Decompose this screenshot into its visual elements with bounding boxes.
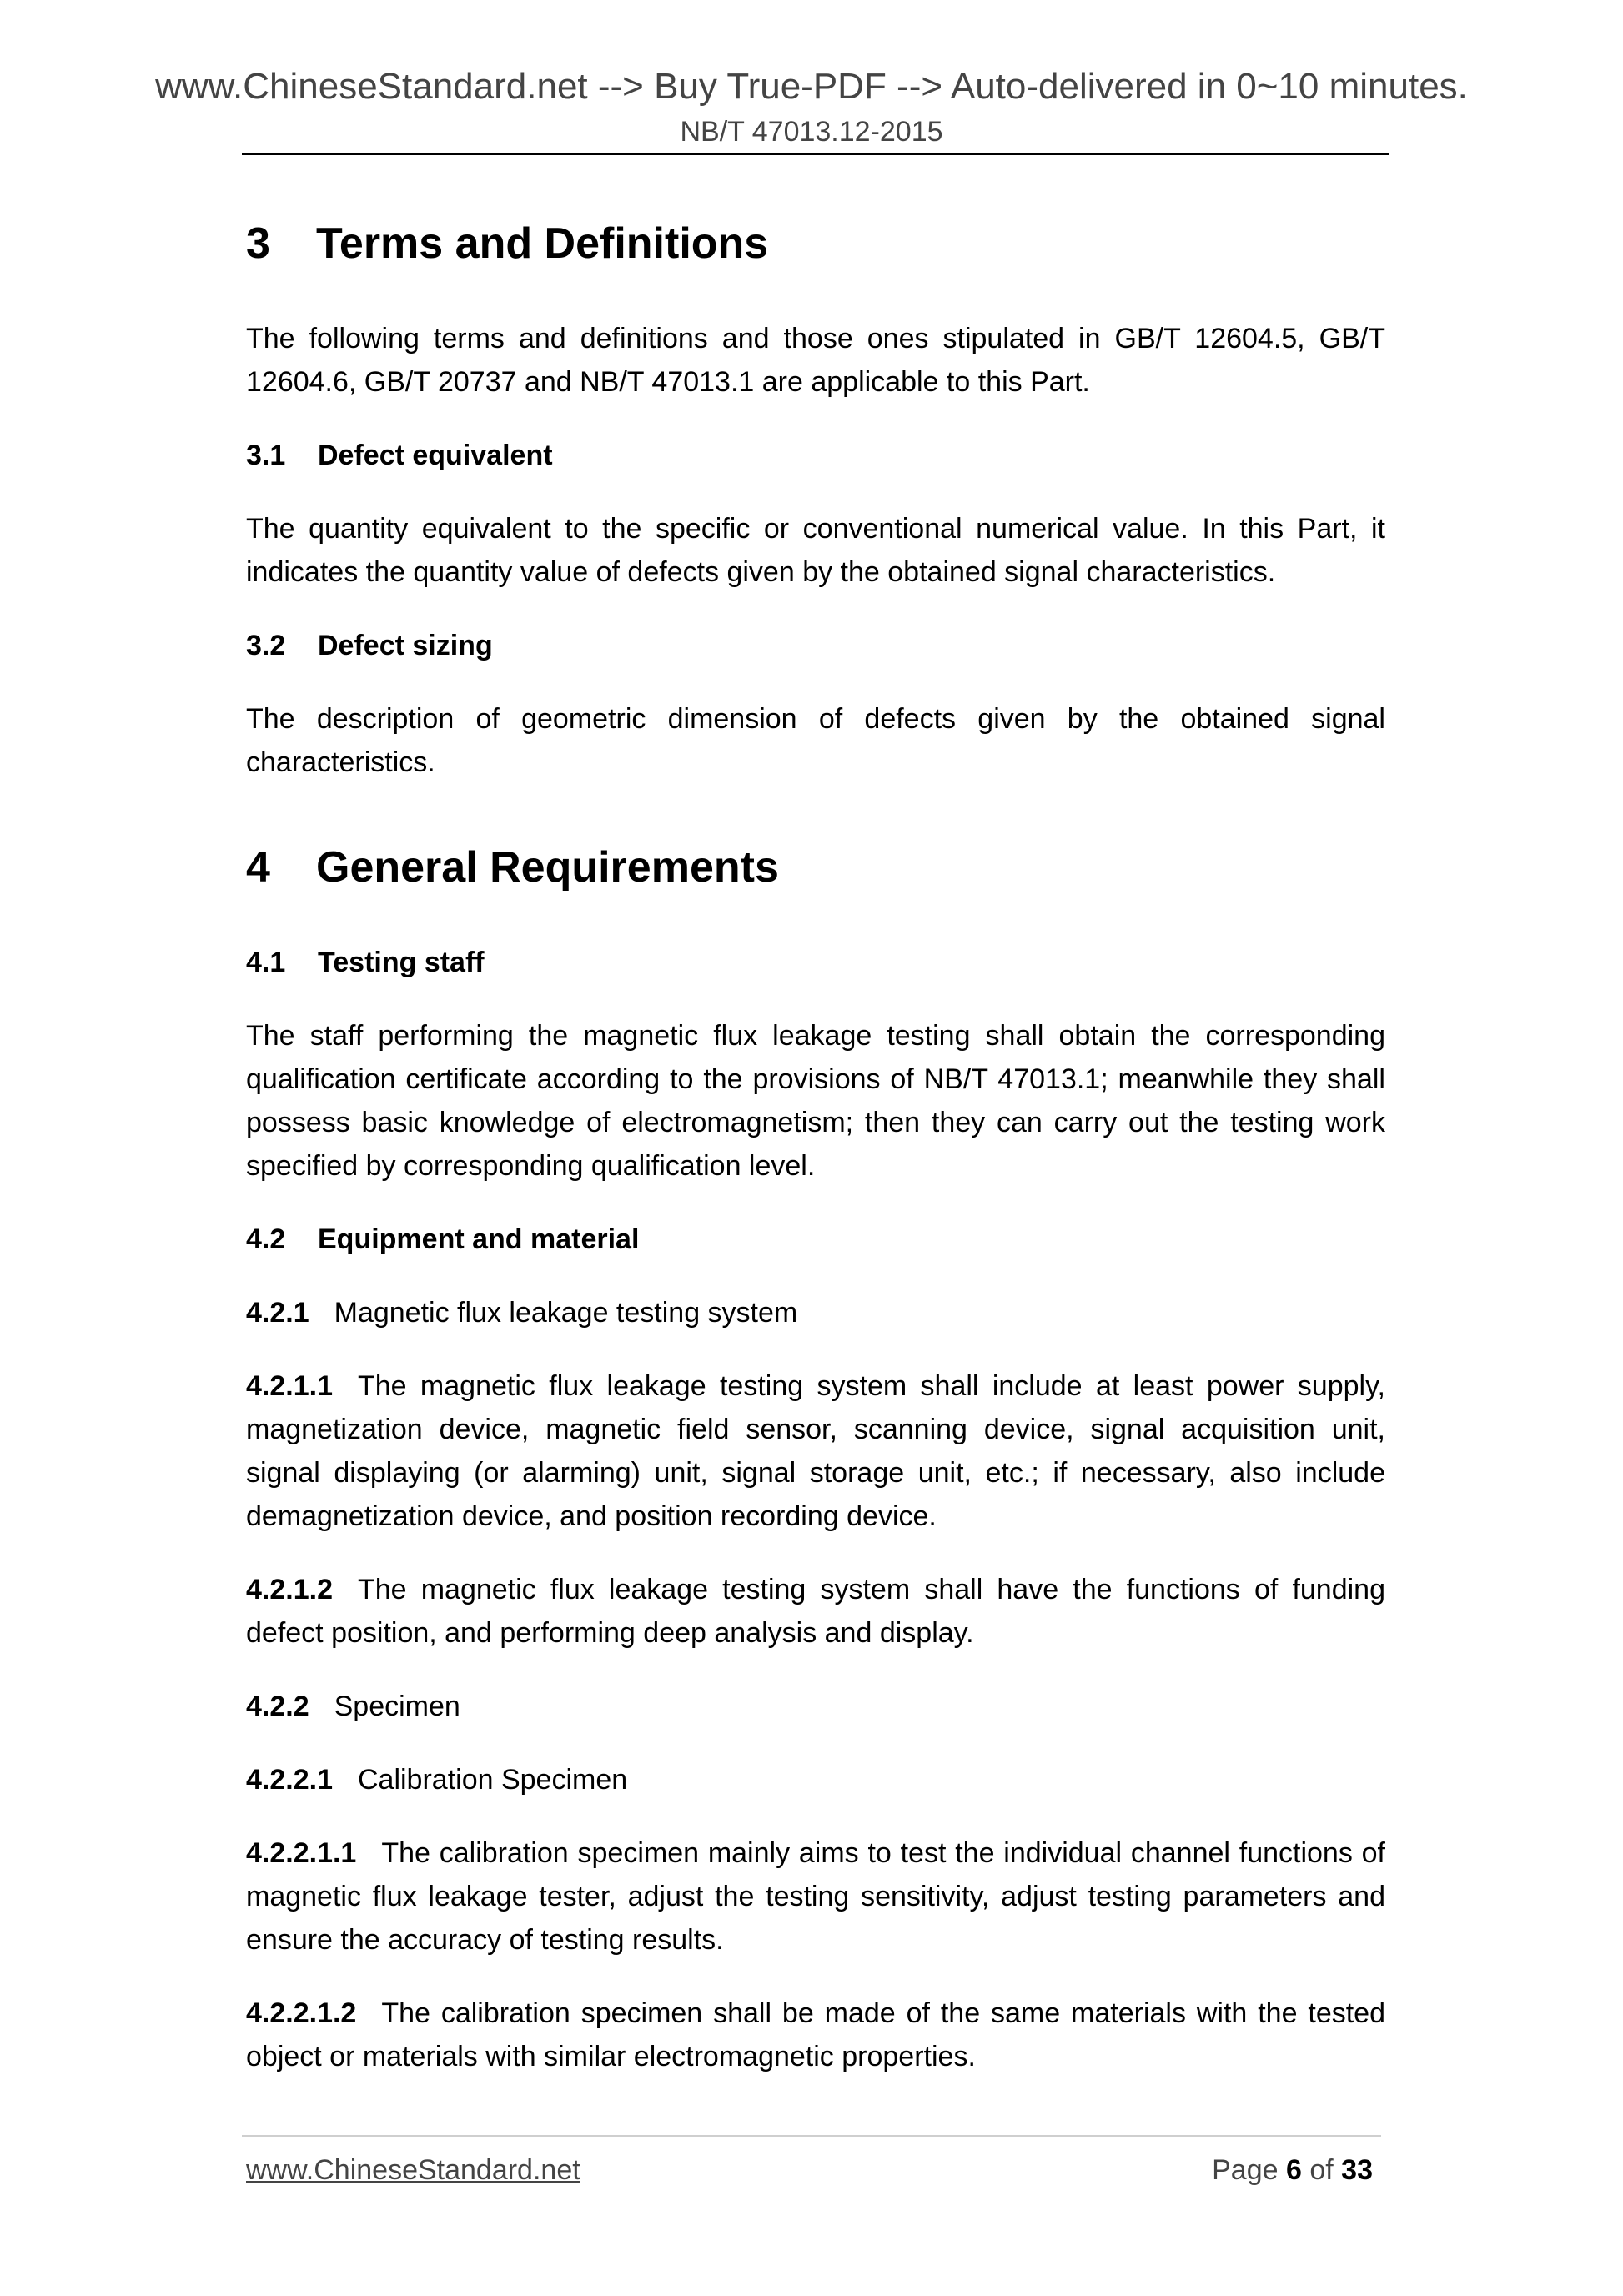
clause-4-2-2-1-1-number: 4.2.2.1.1	[246, 1837, 357, 1869]
clause-4-2-2-1-1-text: The calibration specimen mainly aims to test the individual channel functions of magnetic flux leakage tester, adjust the testing sensitivity, adjust testing parameters and ensure the accuracy of testing results.	[246, 1837, 1385, 1956]
clause-4-2-2-1-heading	[246, 1758, 1385, 1801]
clause-4-2-1-number: 4.2.1	[246, 1297, 309, 1329]
page-of: of	[1309, 2154, 1334, 2186]
clause-4-1-title: Testing staff	[318, 947, 485, 978]
section-4-heading	[246, 841, 1385, 894]
clause-4-2-1-2-number: 4.2.1.2	[246, 1574, 333, 1605]
page-label: Page	[1212, 2154, 1279, 2186]
clause-3-1-heading	[246, 434, 1385, 477]
clause-3-2-text: The description of geometric dimension of defects given by the obtained signal characteristics.	[246, 703, 1385, 778]
clause-4-2-1-title: Magnetic flux leakage testing system	[334, 1297, 798, 1329]
section-3-intro: The following terms and definitions and those ones stipulated in GB/T 12604.5, GB/T 12604.6, GB/T 20737 and NB/T 47013.1 are applicable to this Part.	[246, 323, 1385, 398]
clause-4-2-2-1-1	[246, 1831, 1385, 1962]
clause-4-2-1-2-text: The magnetic flux leakage testing system shall have the functions of funding defect position, and performing deep analysis and display.	[246, 1574, 1385, 1649]
header-divider	[242, 153, 1389, 155]
standard-code: NB/T 47013.12-2015	[680, 116, 943, 148]
document-body	[246, 192, 1385, 2108]
clause-3-1-text: The quantity equivalent to the specific or conventional numerical value. In this Part, it indicates the quantity value of defects given by the obtained signal characteristics.	[246, 513, 1385, 588]
section-3-title: Terms and Definitions	[316, 219, 769, 268]
clause-4-2-2-1-title: Calibration Specimen	[357, 1764, 628, 1796]
clause-4-2-1-2	[246, 1568, 1385, 1655]
section-3-heading	[246, 217, 1385, 270]
clause-3-1-number: 3.1	[246, 440, 286, 471]
clause-4-2-2-1-2-text: The calibration specimen shall be made of the same materials with the tested object or materials with similar electromagnetic properties.	[246, 1997, 1385, 2072]
clause-4-2-title: Equipment and material	[318, 1223, 640, 1255]
page-total: 33	[1341, 2154, 1373, 2186]
clause-4-2-2-heading	[246, 1685, 1385, 1728]
clause-3-1-title: Defect equivalent	[318, 440, 553, 471]
section-4-title: General Requirements	[316, 843, 779, 892]
clause-3-2-heading	[246, 624, 1385, 667]
clause-4-1-heading	[246, 941, 1385, 984]
clause-3-2-number: 3.2	[246, 630, 286, 661]
footer-divider	[242, 2135, 1381, 2137]
page-number: 6	[1285, 2154, 1302, 2186]
clause-3-2-title: Defect sizing	[318, 630, 493, 661]
footer-site-link[interactable]: www.ChineseStandard.net	[246, 2154, 580, 2186]
header-banner[interactable]: www.ChineseStandard.net --> Buy True-PDF --> Auto-delivered in 0~10 minutes.	[155, 66, 1468, 107]
clause-4-1-text: The staff performing the magnetic flux leakage testing shall obtain the corresponding qualification certificate according to the provisions of NB/T 47013.1; meanwhile they shall possess basic knowledge of electromagnetism; then they can carry out the testing work specified by corresponding qualification level.	[246, 1020, 1385, 1182]
clause-4-2-2-1-number: 4.2.2.1	[246, 1764, 333, 1796]
clause-4-2-heading	[246, 1218, 1385, 1261]
clause-4-2-1-heading	[246, 1291, 1385, 1334]
clause-4-2-2-1-2-number: 4.2.2.1.2	[246, 1997, 357, 2029]
clause-4-2-1-1	[246, 1364, 1385, 1538]
clause-4-2-number: 4.2	[246, 1223, 286, 1255]
clause-4-2-1-1-number: 4.2.1.1	[246, 1370, 333, 1402]
clause-4-2-2-1-2	[246, 1992, 1385, 2078]
clause-4-2-1-1-text: The magnetic flux leakage testing system shall include at least power supply, magnetization device, magnetic field sensor, scanning device, signal acquisition unit, signal displaying (or alarming) unit, signal storage unit, etc.; if necessary, also include demagnetization device, and position recording device.	[246, 1370, 1385, 1532]
clause-4-1-number: 4.1	[246, 947, 286, 978]
section-3-number: 3	[246, 219, 270, 268]
clause-4-2-2-number: 4.2.2	[246, 1691, 309, 1722]
section-4-number: 4	[246, 843, 270, 892]
page-indicator	[1212, 2154, 1373, 2187]
clause-4-2-2-title: Specimen	[334, 1691, 460, 1722]
